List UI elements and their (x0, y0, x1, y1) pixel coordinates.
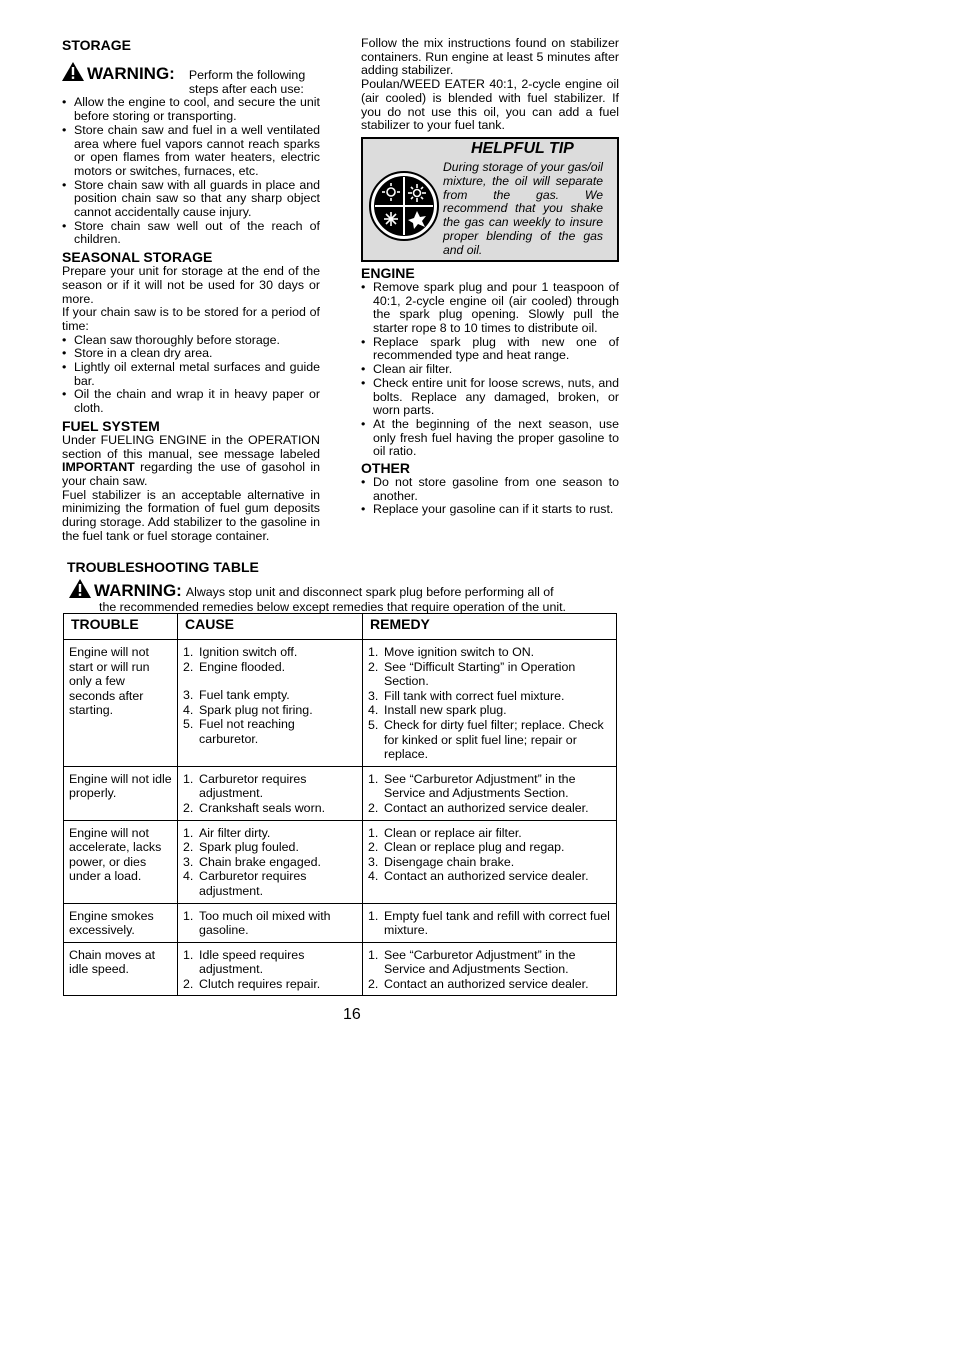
warning-text: the recommended remedies below except remedies that require operation of the unit. (99, 600, 566, 614)
list-item: 4. Install new spark plug. (368, 703, 507, 718)
list-item: 3. Fuel tank empty. (183, 688, 290, 703)
list-item: 3. Disengage chain brake. (368, 854, 515, 869)
remedy-cell (363, 903, 617, 942)
list-item: 1. Idle speed requires adjustment. (183, 947, 305, 977)
seasons-icon (369, 171, 439, 245)
storage-heading: STORAGE (62, 37, 131, 53)
list-item: 1. Clean or replace air filter. (368, 825, 522, 840)
warning-triangle-icon (62, 62, 84, 81)
remedy-cell (363, 640, 617, 767)
column-header-trouble: TROUBLE (64, 614, 178, 640)
list-item: • At the beginning of the next season, use only fresh fuel having the proper gasoline to oil ratio. (361, 418, 619, 459)
fuel-paragraph: Fuel stabilizer is an acceptable alternative in minimizing the formation of fuel gum deposits during storage. Add stabilizer to the gasoline in the fuel tank or fuel storage container. (62, 487, 320, 543)
fuel-paragraph: Under FUELING ENGINE in the OPERATION section of this manual, see message labeled IMPORTANT regarding the use of gasohol in your chain saw. (62, 432, 320, 488)
list-item: 4. Carburetor requires adjustment. (183, 869, 307, 898)
trouble-cell: Chain moves at idle speed. (64, 942, 178, 996)
list-item: • Store in a clean dry area. (62, 347, 320, 361)
other-bullets (361, 476, 619, 517)
seasonal-heading: SEASONAL STORAGE (62, 249, 213, 266)
warning-text: Always stop unit and disconnect spark plug before performing all of (185, 585, 554, 599)
list-item: • Lightly oil external metal surfaces and guide bar. (62, 361, 320, 388)
tip-title: HELPFUL TIP (471, 139, 574, 157)
fuel-paragraph: Follow the mix instructions found on stabilizer containers. Run engine at least 5 minutes after adding stabilizer. (361, 36, 619, 78)
table-header-row (64, 614, 617, 640)
table-row (64, 903, 617, 942)
cause-cell (178, 942, 363, 996)
table-body (64, 640, 617, 996)
cause-cell (178, 903, 363, 942)
list-item: 3. Fill tank with correct fuel mixture. (368, 688, 565, 703)
left-column (62, 37, 320, 544)
seasonal-paragraph: Prepare your unit for storage at the end of the season or if it will not be used for 30 days or more. (62, 264, 320, 306)
trouble-cell: Engine will not accelerate, lacks power, or dies under a load. (64, 820, 178, 903)
engine-heading: ENGINE (361, 264, 415, 281)
storage-warning (62, 60, 320, 96)
engine-bullets (361, 281, 619, 459)
list-item: • Replace spark plug with new one of recommended type and heat range. (361, 336, 619, 363)
table-row (64, 942, 617, 996)
list-item: • Check entire unit for loose screws, nuts, and bolts. Replace any damaged, broken, or worn parts. (361, 377, 619, 418)
list-item: 4. Spark plug not firing. (183, 702, 313, 717)
table-row (64, 820, 617, 903)
tip-text: During storage of your gas/oil mixture, the oil will separate from the gas. We recommend that you shake the gas can weekly to insure proper blending of the gas and oil. (443, 159, 603, 257)
list-item: • Clean air filter. (361, 363, 619, 377)
remedy-cell (363, 820, 617, 903)
list-item: 4. Contact an authorized service dealer. (368, 869, 589, 884)
troubleshooting-table (63, 613, 617, 996)
cause-cell (178, 820, 363, 903)
list-item: 1. See “Carburetor Adjustment” in the Service and Adjustments Section. (368, 771, 576, 801)
list-item: 5. Fuel not reaching carburetor. (183, 717, 295, 746)
list-item: 2. Clean or replace plug and regap. (368, 840, 565, 855)
list-item: • Replace your gasoline can if it starts to rust. (361, 503, 619, 517)
list-item: 1. See “Carburetor Adjustment” in the Service and Adjustments Section. (368, 947, 576, 977)
list-item: • Clean saw thoroughly before storage. (62, 334, 320, 348)
list-item: 1. Ignition switch off. (183, 645, 298, 659)
list-item: 2. Engine flooded. (183, 659, 286, 674)
page-number: 16 (343, 1006, 361, 1023)
warning-word: WARNING: (94, 581, 182, 600)
troubleshooting-warning (69, 577, 614, 615)
list-item: 2. Contact an authorized service dealer. (368, 800, 589, 815)
fuel-paragraph: Poulan/WEED EATER 40:1, 2-cycle engine oil (air cooled) is blended with fuel stabilizer. If you do not use this oil, you can add a fuel stabilizer to your fuel tank. (361, 77, 619, 133)
storage-bullets (62, 96, 320, 247)
list-item: • Store chain saw and fuel in a well ventilated area where fuel vapors cannot reach sparks or open flames from water heaters, electric motors or switches, furnaces, etc. (62, 124, 320, 179)
trouble-cell: Engine will not start or will run only a few seconds after starting. (64, 640, 178, 767)
helpful-tip-box (361, 137, 619, 262)
column-header-cause: CAUSE (178, 614, 363, 640)
right-column (361, 37, 619, 517)
list-item: 3. Chain brake engaged. (183, 854, 321, 869)
table-row (64, 640, 617, 767)
list-item: 2. Crankshaft seals worn. (183, 800, 326, 815)
list-item: 1. Carburetor requires adjustment. (183, 771, 307, 801)
list-item: 2. See “Difficult Starting” in Operation Section. (368, 659, 576, 689)
trouble-cell: Engine smokes excessively. (64, 903, 178, 942)
list-item: • Store chain saw with all guards in place and position chain saw so that any sharp object cannot accidentally cause injury. (62, 179, 320, 220)
column-header-remedy: REMEDY (363, 614, 617, 640)
other-heading: OTHER (361, 460, 410, 477)
list-item: 2. Contact an authorized service dealer. (368, 976, 589, 991)
list-item: 1. Too much oil mixed with gasoline. (183, 908, 331, 938)
cause-cell (178, 640, 363, 767)
troubleshooting-heading: TROUBLESHOOTING TABLE (67, 559, 259, 575)
warning-word: WARNING: (87, 64, 175, 83)
list-item: 5. Check for dirty fuel filter; replace. Check for kinked or split fuel line; repair or replace. (368, 717, 604, 762)
fuel-heading: FUEL SYSTEM (62, 417, 160, 434)
list-item: • Allow the engine to cool, and secure the unit before storing or transporting. (62, 96, 320, 123)
list-item: 1. Empty fuel tank and refill with correct fuel mixture. (368, 908, 610, 938)
warning-triangle-icon (69, 579, 91, 598)
cause-cell (178, 766, 363, 820)
list-item: • Do not store gasoline from one season to another. (361, 476, 619, 503)
list-item: 2. Spark plug fouled. (183, 840, 299, 855)
seasonal-paragraph: If your chain saw is to be stored for a period of time: (62, 305, 320, 333)
list-item: • Oil the chain and wrap it in heavy paper or cloth. (62, 388, 320, 415)
list-item: 1. Move ignition switch to ON. (368, 645, 535, 659)
remedy-cell (363, 942, 617, 996)
list-item: 2. Clutch requires repair. (183, 976, 321, 991)
list-item: • Store chain saw well out of the reach of children. (62, 220, 320, 247)
warning-text: Perform the following steps after each use: (188, 68, 306, 96)
remedy-cell (363, 766, 617, 820)
list-item: 1. Air filter dirty. (183, 825, 271, 840)
table-row (64, 766, 617, 820)
seasonal-bullets (62, 334, 320, 416)
list-item: • Remove spark plug and pour 1 teaspoon of 40:1, 2-cycle engine oil (air cooled) through the spark plug opening. Slowly pull the starter rope 8 to 10 times to distribute oil. (361, 281, 619, 336)
trouble-cell: Engine will not idle properly. (64, 766, 178, 820)
